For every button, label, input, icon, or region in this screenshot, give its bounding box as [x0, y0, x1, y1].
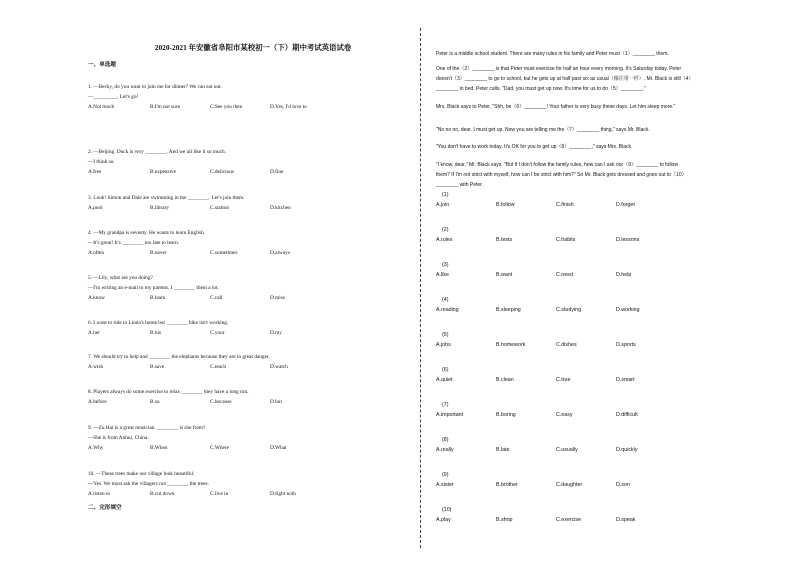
cloze-item [436, 365, 766, 385]
answer-option: B.expensive [150, 169, 177, 175]
answer-option: A.know [88, 295, 105, 301]
answer-option: D.kitchen [270, 205, 291, 211]
answer-option: D.always [270, 250, 290, 256]
answer-options [436, 480, 766, 490]
answer-option: C.dishes [556, 342, 577, 348]
answer-option: B.When [150, 445, 168, 451]
answer-option: A.like [436, 272, 449, 278]
answer-option: C.easy [556, 412, 573, 418]
answer-option: B.want [496, 272, 513, 278]
question-line: —I think so. [88, 159, 115, 165]
answer-options [436, 515, 766, 525]
question-stem: 4. —My grandpa is seventy. He wants to learn English. [88, 230, 206, 236]
cloze-item [436, 330, 766, 350]
cloze-number: (1) [442, 192, 449, 198]
answer-option: A.before [88, 399, 107, 405]
answer-option: A.free [88, 169, 102, 175]
question-item [88, 82, 400, 112]
answer-options [436, 340, 766, 350]
answer-option: D.watch [270, 364, 288, 370]
answer-options [436, 305, 766, 315]
question-item [88, 193, 400, 213]
answer-option: B.shop [496, 517, 513, 523]
answer-option: D.lessons [616, 237, 640, 243]
answer-option: A.play [436, 517, 451, 523]
question-stem: 9. —Zu Hai is a great musician. ________ is she from? [88, 425, 206, 431]
answer-option: A.listen to [88, 491, 111, 497]
answer-options [436, 270, 766, 280]
answer-option: D.forget [616, 202, 635, 208]
answer-option: C.Where [210, 445, 229, 451]
cloze-item [436, 505, 766, 525]
answer-option: C.daughter [556, 482, 583, 488]
question-stem: 10. —These trees make our village look beautiful. [88, 471, 195, 477]
answer-option: B.clean [496, 377, 514, 383]
answer-option: D.miss [270, 295, 285, 301]
answer-option: B.never [150, 250, 167, 256]
passage-line: Mrs. Black says to Peter, "Shh, be（6）________! Your father is very busy these days. Let him sleep more." [436, 104, 676, 110]
answer-option: B.his [150, 330, 162, 336]
cloze-item [436, 470, 766, 490]
answer-option: C.call [210, 295, 223, 301]
answer-option: A.important [436, 412, 464, 418]
answer-option: C.teach [210, 364, 227, 370]
question-stem: 2. —Beijing. Duck is very ________. And we all like it so much. [88, 149, 226, 155]
answer-option: A.jobs [436, 342, 451, 348]
passage-paragraph [436, 142, 772, 152]
answer-option: D.What [270, 445, 287, 451]
answer-option: C.your [210, 330, 225, 336]
question-line: —I'm writing an e-mail to my parents. I ________ them a lot. [88, 285, 219, 291]
section-heading-cloze: 二、完形填空 [88, 505, 122, 511]
answer-option: B.so [150, 399, 160, 405]
cloze-item [436, 435, 766, 455]
cloze-item [436, 225, 766, 245]
question-item [88, 469, 400, 499]
question-item [88, 423, 400, 453]
passage-paragraph [436, 102, 772, 112]
answer-option: C.studying [556, 307, 582, 313]
passage-line: ________ with Peter. [436, 182, 483, 188]
cloze-item [436, 260, 766, 280]
cloze-number: (8) [442, 437, 449, 443]
answer-option: B.cut down [150, 491, 175, 497]
answer-options [436, 200, 766, 210]
section-heading-single-choice: 一、单选题 [88, 62, 116, 68]
answer-options [436, 410, 766, 420]
answer-option: C.because [210, 399, 232, 405]
answer-options [88, 293, 400, 303]
passage-line: One of the（2）________ is that Peter must exercise for half an hour every morning. It's Saturday today. Peter [436, 66, 682, 72]
answer-option: C.need [556, 272, 574, 278]
column-divider [420, 28, 421, 548]
cloze-item [436, 295, 766, 315]
answer-option: C.delicious [210, 169, 234, 175]
question-line: —Yes. We must ask the villagers not ________ the trees. [88, 481, 209, 487]
passage-paragraph [436, 64, 772, 94]
question-item [88, 273, 400, 303]
answer-option: B.brother [496, 482, 518, 488]
question-line: —_________. Let's go! [88, 94, 139, 100]
answer-options [88, 248, 400, 258]
passage-line: Peter is a middle school student. There are many rules in his family and Peter must（1）________ them. [436, 51, 669, 57]
answer-option: D.speak [616, 517, 636, 523]
answer-option: B.boring [496, 412, 516, 418]
answer-option: D.Yes, I'd love to [270, 104, 307, 110]
cloze-item [436, 190, 766, 210]
exam-title: 2020-2021 年安徽省阜阳市某校初一（下）期中考试英语试卷 [154, 43, 352, 52]
passage-line: "I know, dear," Mr. Black says. "But if I don't follow the family rules, how can I ask our（9）________ to follow [436, 162, 678, 168]
answer-option: A.Why [88, 445, 104, 451]
answer-option: D.fight with [270, 491, 296, 497]
answer-option: A.pool [88, 205, 103, 211]
answer-options [88, 362, 400, 372]
cloze-number: (7) [442, 402, 449, 408]
answer-option: A.quiet [436, 377, 453, 383]
cloze-number: (6) [442, 367, 449, 373]
answer-options [436, 445, 766, 455]
answer-option: C.usually [556, 447, 578, 453]
passage-paragraph [436, 49, 772, 59]
answer-option: B.sleeping [496, 307, 521, 313]
answer-option: A.wish [88, 364, 104, 370]
answer-option: C.See you then [210, 104, 243, 110]
answer-option: C.finish [556, 202, 574, 208]
answer-options [88, 489, 400, 499]
cloze-number: (3) [442, 262, 449, 268]
passage-paragraph [436, 125, 772, 135]
passage-paragraph [436, 160, 772, 190]
question-item [88, 318, 400, 338]
question-item [88, 352, 400, 372]
answer-options [436, 235, 766, 245]
answer-option: C.habits [556, 237, 576, 243]
answer-option: C.true [556, 377, 571, 383]
answer-option: D.help [616, 272, 632, 278]
question-stem: 5. —Lily, what are you doing? [88, 275, 153, 281]
answer-option: A.Not much [88, 104, 115, 110]
passage-line: them? If I'm not strict with myself, how can I be strict with him?" So Mr. Black gets dressed and goes out to（10） [436, 172, 687, 178]
answer-option: A.join [436, 202, 450, 208]
answer-option: B.late [496, 447, 510, 453]
answer-option: D.working [616, 307, 640, 313]
answer-options [88, 328, 400, 338]
answer-option: B.I'm not sure [150, 104, 180, 110]
question-line: —It's great! It's ________ too late to learn. [88, 240, 180, 246]
cloze-number: (5) [442, 332, 449, 338]
cloze-number: (9) [442, 472, 449, 478]
passage-line: ________ in bed. Peter calls, "Dad, you must get up now. It's time for us to do（5）________." [436, 86, 647, 92]
cloze-number: (4) [442, 297, 449, 303]
question-line: —She is from Anhui, China. [88, 435, 149, 441]
answer-options [88, 397, 400, 407]
answer-options [88, 203, 400, 213]
answer-option: A.her [88, 330, 100, 336]
answer-options [88, 443, 400, 453]
question-stem: 1. —Becky, do you want to join me for dinner? We can eat out. [88, 84, 222, 90]
question-stem: 3. Look! Simon and Dale are swimming in the ________. Let's join them. [88, 195, 245, 201]
answer-option: D.fine [270, 169, 284, 175]
answer-option: A.reading [436, 307, 459, 313]
answer-option: D.my [270, 330, 282, 336]
answer-option: A.really [436, 447, 454, 453]
answer-options [436, 375, 766, 385]
cloze-number: (10) [442, 507, 452, 513]
cloze-number: (2) [442, 227, 449, 233]
answer-option: A.rules [436, 237, 453, 243]
cloze-item [436, 400, 766, 420]
answer-option: C.sometimes [210, 250, 238, 256]
answer-option: D.smart [616, 377, 635, 383]
answer-option: B.library [150, 205, 169, 211]
answer-option: B.homework [496, 342, 526, 348]
question-stem: 8. Players always do some exercise to relax ________ they have a long run. [88, 389, 249, 395]
passage-line: "You don't have to work today. It's OK for you to get up（8）________," says Mrs. Black. [436, 144, 633, 150]
answer-option: C.station [210, 205, 229, 211]
question-item [88, 147, 400, 177]
answer-option: B.save [150, 364, 165, 370]
answer-option: D.but [270, 399, 282, 405]
answer-options [88, 167, 400, 177]
question-item [88, 228, 400, 258]
answer-option: A.sister [436, 482, 454, 488]
answer-option: D.quickly [616, 447, 638, 453]
answer-option: D.difficult [616, 412, 638, 418]
passage-line: "No no no, dear. I must get up. Now you are telling me the（7）________ thing," says Mr. Black. [436, 127, 650, 133]
answer-option: A.often [88, 250, 105, 256]
question-stem: 7. We should try to help and ________ the elephants because they are in great danger. [88, 354, 270, 360]
answer-option: C.exercise [556, 517, 582, 523]
question-item [88, 387, 400, 407]
answer-option: B.tests [496, 237, 513, 243]
answer-options [88, 102, 400, 112]
answer-option: B.learn [150, 295, 166, 301]
answer-option: D.sports [616, 342, 636, 348]
question-stem: 6. I want to ride to Linda's home but ________ bike isn't working. [88, 320, 229, 326]
answer-option: B.follow [496, 202, 515, 208]
passage-line: doesn't（3）________ to go to school, but he gets up at half past six as usual（像往常一样）. Mr. Black is still（4） [436, 76, 694, 82]
answer-option: D.son [616, 482, 630, 488]
answer-option: C.live in [210, 491, 229, 497]
